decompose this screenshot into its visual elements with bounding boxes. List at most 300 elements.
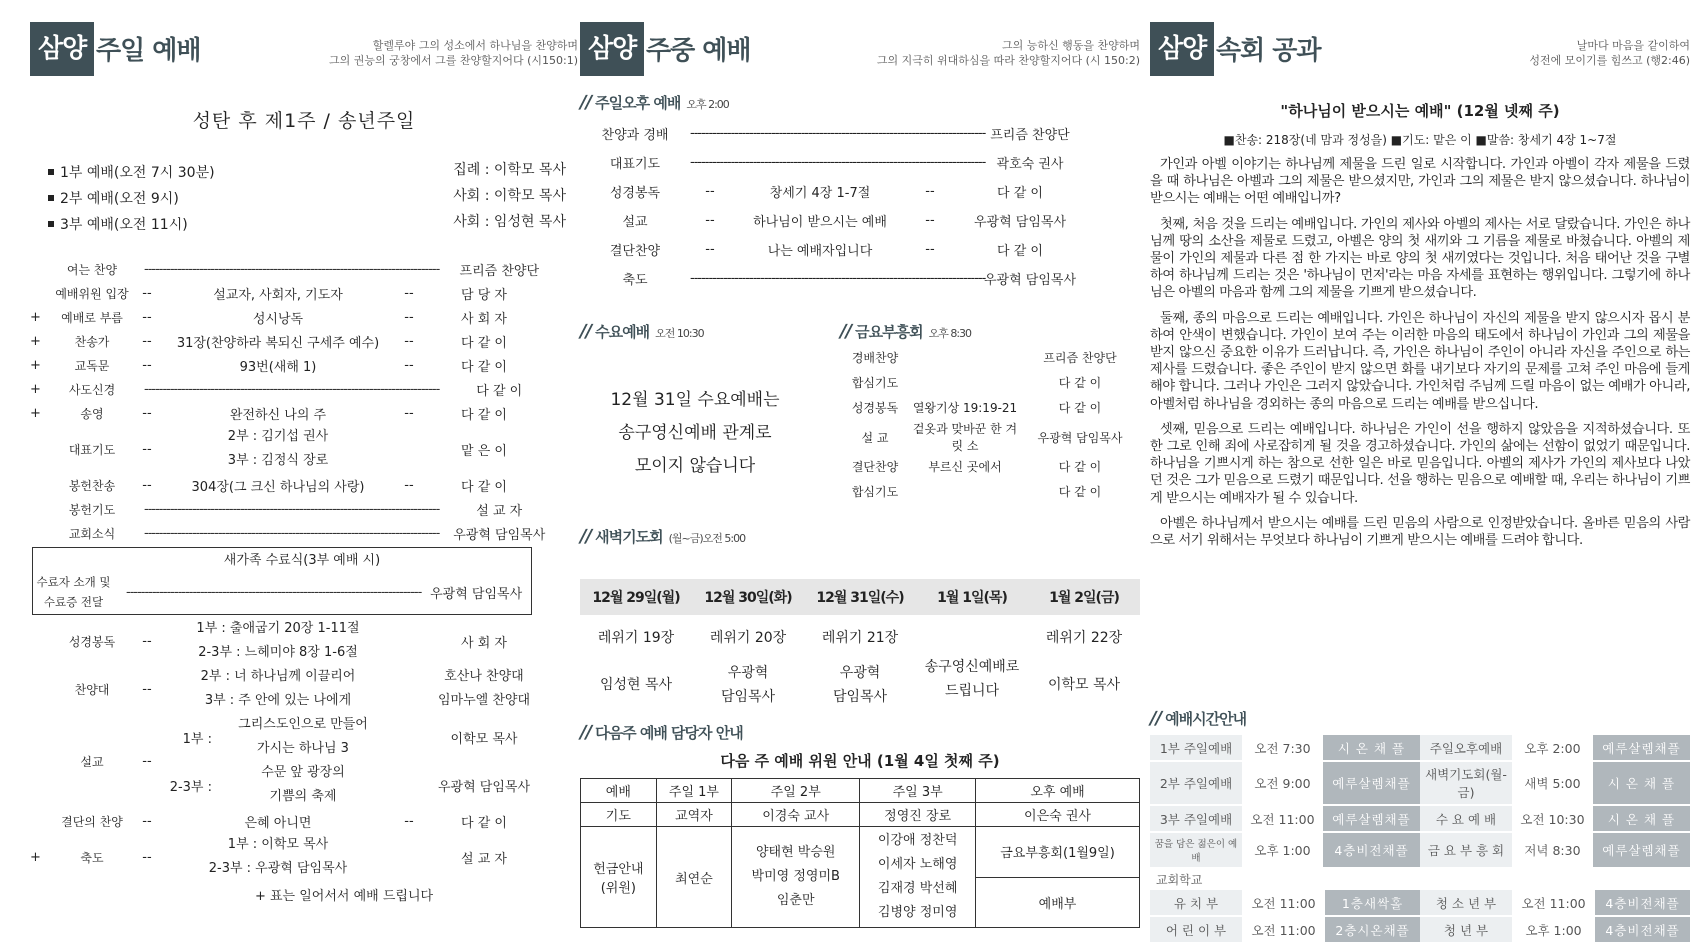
schedule-cell: 1부 주일예배 (1150, 735, 1242, 760)
section-title: 주일오후 예배 (595, 94, 681, 112)
friday-order (840, 345, 1140, 504)
order-item-name: 봉헌찬송 (68, 478, 116, 493)
order-item-content: 나는 예배자입니다 (767, 244, 873, 259)
dash: -- (142, 441, 152, 457)
next-week-caption: 다음 주 예배 위원 안내 (1월 4일 첫째 주) (720, 752, 1000, 770)
verse-line: 그의 지극히 위대하심을 따라 찬양할지어다 (시 150:2) (876, 54, 1140, 67)
day-header: 1월 1일(목) (937, 590, 1007, 606)
schedule-cell: 예루살렘채플 (1323, 762, 1420, 804)
schedule-cell: 새벽기도회(월-금) (1420, 762, 1512, 804)
order-item-name: 송영 (80, 406, 104, 421)
table-header-row (581, 779, 1140, 803)
lesson-header-title: 속회 공과 (1216, 36, 1321, 66)
order-item-content (162, 833, 394, 881)
order-item-content: 겉옷과 맞바꾼 한 겨릿 소 (912, 422, 1018, 453)
schedule-cell: 4층비전채플 (1323, 833, 1420, 867)
content-line: 2부 : 김기섭 권사 (227, 429, 329, 444)
service-list (30, 159, 578, 237)
order-item-name: 성경봉독 (609, 186, 661, 201)
order-item-name: 설 교 (861, 430, 889, 445)
afternoon-section (580, 92, 1140, 293)
service-item (30, 159, 578, 185)
order-of-worship (30, 257, 578, 904)
order-item-name: 여는 찬양 (66, 262, 118, 277)
order-item-name: 찬양과 경배 (601, 128, 669, 143)
section-mark-icon: ∕∕ (580, 321, 592, 342)
table-header-cell: 예배 (581, 779, 657, 803)
order-item-content (162, 617, 394, 665)
table-row (1150, 735, 1690, 760)
service-label: 3부 예배(오전 11시) (60, 217, 188, 233)
order-item-name: 합심기도 (851, 376, 899, 390)
schedule-cell: 오전 9:00 (1254, 776, 1311, 791)
schedule-cell: 시 온 채 플 (1323, 735, 1420, 760)
scripture: 레위기 21장 (821, 630, 899, 646)
section-time: 오후 2:00 (686, 98, 729, 111)
dash: -- (142, 813, 152, 829)
section-title: 금요부흥회 (855, 323, 923, 341)
offering-4a-cell: 금요부흥회(1월9일) (976, 827, 1140, 878)
dash: -- (142, 753, 152, 769)
sunday-header (30, 18, 578, 76)
box-heading: 새가족 수료식(3부 예배 시) (223, 553, 381, 568)
section-title: 다음주 예배 담당자 안내 (595, 724, 743, 742)
lesson-paragraph: 둘째, 종의 마음으로 드리는 예배입니다. 가인은 하나님이 자신의 제물을 받지 않으시자 몹시 분하여 안색이 변했습니다. 가인이 보여 주는 이러한 마음의 태도에서 하나님이 가인과 그의 제물을 받지 않으신 중요한 이유가 드러납니다. 즉, 가인은 하나님이 주인이 아니라 자신을 주인으로 하는 제사를 드렸습니다. 좋은 주인이 받지 않으면 화를 내기보다 자기의 문제를 고쳐 주인 마음에 들게 해야 합니다. 그러나 가인은 그러지 않았습니다. 가인처럼 주님께 드릴 마음이 없는 예배가 아니라, 아벨처럼 하나님을 경외하는 종의 마음으로 드리는 예배를 받으십니다. (1150, 310, 1690, 412)
dash: -- (705, 242, 715, 257)
order-row (840, 479, 1140, 504)
cell-text: (위원) (600, 881, 636, 896)
notice-line: 송구영신예배 관계로 (618, 423, 772, 443)
order-item-name: 대표기도 (68, 442, 116, 457)
scripture: 레위기 20장 (709, 630, 787, 646)
schedule-cell: 오후 1:00 (1525, 922, 1582, 938)
schedule-section (1150, 708, 1690, 944)
content-line: 2-3부 : 우광혁 담임목사 (208, 861, 348, 876)
schedule-cell: 유 치 부 (1150, 890, 1242, 915)
cell-text: 양태현 박승원 (755, 845, 836, 860)
table-row (1150, 762, 1690, 804)
leader (721, 661, 775, 725)
order-item-name: 사도신경 (68, 382, 116, 397)
content-line: 3부 : 김정식 장로 (227, 453, 329, 468)
standing-note: + 표는 일어서서 예배 드립니다 (254, 889, 434, 904)
schedule-cell: 새벽 5:00 (1524, 776, 1581, 791)
dawn-heading (580, 526, 745, 547)
lesson-subtitle: ■찬송: 218장(네 맘과 정성을) ■기도: 맡은 이 ■말씀: 창세기 4장 1~7절 (1223, 133, 1617, 147)
order-item-name: 축도 (80, 850, 104, 865)
order-item-name: 교독문 (74, 358, 110, 373)
day-header: 1월 2일(금) (1049, 590, 1119, 606)
church-badge: 삼양 (580, 22, 644, 76)
order-row (33, 572, 531, 612)
schedule-cell: 1층새싹홀 (1325, 890, 1420, 915)
order-row (30, 329, 578, 353)
order-item-name: 찬양대 (74, 682, 110, 697)
order-item-leader: 다 같 이 (997, 186, 1043, 201)
section-mark-icon: ∕∕ (580, 92, 592, 113)
order-row (30, 425, 578, 473)
cell-text: 이세자 노해영 (877, 857, 958, 872)
sunday-verse (329, 38, 578, 68)
order-item-leader: 프리즘 찬양단 (990, 128, 1070, 143)
dawn-cell (580, 625, 692, 725)
part-label: 1부 : (182, 731, 212, 747)
dash: -- (404, 405, 414, 421)
cell-text: 김병양 정미영 (877, 905, 958, 920)
order-item-leader: 사 회 자 (461, 311, 507, 327)
section-mark-icon: ∕∕ (1150, 708, 1162, 729)
order-item-name: 예배로 부름 (61, 310, 123, 325)
schedule-cell: 오전 11:00 (1250, 811, 1315, 827)
order-item-leader: 우광혁 담임목사 (453, 527, 546, 543)
weekday-title: 주중 예배 (646, 36, 751, 66)
section-mark-icon: ∕∕ (580, 526, 592, 547)
next-week-heading (580, 722, 743, 743)
lesson-paragraph: 가인과 아벨 이야기는 하나님께 제물을 드린 일로 시작합니다. 가인과 아벨이 각자 제물을 드렸을 때 하나님은 아벨과 그의 제물은 받으셨지만, 가인과 그의 제물은 받지 않으셨습니다. 하나님이 받으시는 예배는 어떤 예배입니까? (1150, 157, 1690, 207)
order-item-name: 찬송가 (74, 334, 110, 349)
order-row (30, 305, 578, 329)
service-item (30, 185, 578, 211)
content-line: 1부 : 출애굽기 20장 1-11절 (196, 621, 360, 636)
order-item-leader: 우광혁 담임목사 (1037, 430, 1123, 445)
table-cell: 교역자 (656, 803, 732, 827)
week-title: 성탄 후 제1주 / 송년주일 (192, 110, 416, 132)
leader-line: 임성현 목사 (599, 677, 673, 693)
order-item-content (162, 425, 394, 473)
schedule-cell: 2층시온채플 (1325, 917, 1420, 942)
scripture: 레위기 19장 (597, 630, 675, 646)
order-item-name: 봉헌기도 (68, 502, 116, 517)
schedule-cell: 오전 11:00 (1251, 922, 1316, 938)
order-row (30, 257, 578, 281)
dash: -- (404, 477, 414, 493)
dash: -- (925, 213, 935, 228)
dash-line: -------------------------------------------------------------------------------- (690, 155, 986, 170)
verse-line: 성전에 모이기를 힘쓰고 (행2:46) (1529, 54, 1690, 67)
service-role: 사회 : 이학모 목사 (453, 188, 566, 204)
order-item-name: 경배찬양 (851, 351, 899, 365)
wednesday-notice (580, 384, 810, 483)
order-item-content: 성시낭독 (252, 311, 304, 327)
small-group-column (1150, 18, 1690, 938)
order-row (30, 713, 578, 809)
dash-line: -------------------------------------------------------------------------------- (690, 126, 986, 141)
table-header-cell: 주일 1부 (656, 779, 732, 803)
preacher: 우광혁 담임목사 (437, 779, 531, 795)
cell-text: 이강애 정찬덕 (877, 833, 958, 848)
order-item-content: 은혜 아니면 (244, 815, 312, 831)
stand-mark: + (30, 309, 41, 325)
dash: -- (925, 242, 935, 257)
lesson-header (1150, 18, 1690, 76)
order-row (840, 345, 1140, 370)
order-item-leader: 다 같 이 (1058, 376, 1102, 390)
title-line: 그리스도인으로 만들어 (238, 717, 368, 732)
dash-line: -------------------------------------------------------------------------------- (690, 271, 986, 286)
order-row (580, 148, 1140, 177)
order-item-leader: 다 같 이 (461, 359, 507, 375)
table-row (1150, 833, 1690, 867)
next-week-table (580, 778, 1140, 928)
sunday-title: 주일 예배 (96, 36, 201, 66)
preacher: 이학모 목사 (450, 731, 518, 747)
schedule-cell: 오후 2:00 (1524, 740, 1581, 756)
order-item-name: 대표기도 (609, 157, 661, 172)
offering-4b-cell: 예배부 (976, 877, 1140, 928)
stand-mark: + (30, 405, 41, 421)
order-item-leader: 다 같 이 (1058, 460, 1102, 474)
dawn-prayer-table (580, 579, 1140, 725)
order-item-leader: 다 같 이 (997, 244, 1043, 259)
offering-3-cell (860, 827, 976, 928)
order-item-name: 수료자 소개 및 수료증 전달 (36, 575, 111, 609)
content-line: 2부 : 너 하나님께 이끌리어 (200, 669, 356, 684)
order-item-leader: 다 같 이 (461, 815, 507, 831)
leader-line: 담임목사 (720, 689, 776, 705)
schedule-cell: 4층비전채플 (1595, 890, 1690, 915)
table-header-cell: 주일 2부 (732, 779, 860, 803)
dash-line: -------------------------------------------------------------------------------- (144, 525, 440, 541)
order-item-leader: 다 같 이 (461, 479, 507, 495)
church-badge: 삼양 (1150, 22, 1214, 76)
dash-line: -------------------------------------------------------------------------------- (144, 381, 440, 397)
order-item-name: 예배위원 입장 (55, 286, 129, 301)
lesson-paragraph: 아벨은 하나님께서 받으시는 예배를 드린 믿음의 사람으로 인정받았습니다. 올바른 믿음의 사람으로 서기 위해서는 무엇보다 하나님이 기쁘게 받으시는 예배를 드려야 합니다. (1150, 515, 1690, 549)
order-item-name: 결단찬양 (851, 460, 899, 474)
lesson-verse (1529, 38, 1690, 68)
dawn-body-row (580, 625, 1140, 725)
verse-line: 날마다 마음을 같이하여 (1576, 39, 1690, 52)
schedule-cell: 시 온 채 플 (1593, 806, 1690, 831)
stand-mark: + (30, 849, 41, 865)
order-row (30, 377, 578, 401)
dash: -- (142, 285, 152, 301)
order-row (30, 353, 578, 377)
schedule-cell: 청 년 부 (1420, 917, 1512, 942)
dash-line: -------------------------------------------------------------------------------- (144, 501, 440, 517)
order-item-leader: 설 교 자 (461, 851, 507, 867)
schedule-cell: 주일오후예배 (1420, 735, 1512, 760)
section-title: 수요예배 (595, 323, 650, 341)
order-row (580, 119, 1140, 148)
service-label: 1부 예배(오전 7시 30분) (60, 165, 215, 181)
dawn-heading-wrap (580, 526, 745, 547)
title-line: 수문 앞 광장의 (261, 765, 345, 780)
weekday-verse (877, 38, 1140, 68)
schedule-table (1150, 733, 1690, 869)
order-item-name: 교회소식 (68, 526, 116, 541)
order-item-content: 완전하신 나의 주 (229, 407, 327, 423)
leader (833, 661, 887, 725)
dash: -- (142, 681, 152, 697)
content-line: 1부 : 이학모 목사 (227, 837, 329, 852)
sermon-parts (162, 713, 544, 809)
order-item-content: 부르신 곳에서 (928, 460, 1002, 474)
service-role: 집례 : 이학모 목사 (453, 162, 566, 178)
leader (1048, 673, 1120, 725)
stand-mark: + (30, 381, 41, 397)
order-row (840, 454, 1140, 479)
schedule-cell: 2부 주일예배 (1150, 762, 1242, 804)
service-label: 2부 예배(오전 9시) (60, 191, 179, 207)
table-header-cell: 오후 예배 (976, 779, 1140, 803)
order-row (840, 370, 1140, 395)
order-item-content: 하나님이 받으시는 예배 (753, 215, 887, 230)
weekday-worship-column (580, 18, 1140, 920)
leader-line: 드립니다 (944, 683, 1000, 699)
wednesday-heading (580, 321, 704, 342)
order-row (580, 264, 1140, 293)
stand-mark: + (30, 333, 41, 349)
dash: -- (142, 633, 152, 649)
order-item-content: 31장(찬양하라 복되신 구세주 예수) (176, 335, 380, 351)
sermon-title (212, 713, 394, 761)
section-title: 새벽기도회 (595, 528, 663, 546)
day-header: 12월 31일(수) (816, 590, 904, 606)
order-item-leader: 다 같 이 (461, 407, 507, 423)
part-label: 2-3부 : (169, 779, 212, 795)
order-item-content (162, 665, 394, 713)
schedule-cell: 꿈을 담은 젊은이 예배 (1150, 833, 1242, 867)
offering-label-cell (581, 827, 657, 928)
section-mark-icon: ∕∕ (580, 722, 592, 743)
order-item-leader: 다 같 이 (1058, 485, 1102, 499)
order-item-name: 성경봉독 (68, 634, 116, 649)
schedule-cell: 예루살렘채플 (1593, 735, 1690, 760)
order-row (30, 665, 578, 713)
order-item-leader: 다 같 이 (461, 335, 507, 351)
schedule-cell: 4층비전채플 (1595, 917, 1690, 942)
schedule-cell: 금 요 부 흥 회 (1420, 833, 1512, 867)
table-row (581, 803, 1140, 827)
dash: -- (404, 357, 414, 373)
order-item-name: 결단찬양 (609, 244, 661, 259)
dawn-cell (1028, 625, 1140, 725)
schedule-cell: 3부 주일예배 (1150, 806, 1242, 831)
table-cell: 이은숙 권사 (976, 803, 1140, 827)
table-header-cell: 주일 3부 (860, 779, 976, 803)
order-row (30, 617, 578, 665)
cell-text: 헌금안내 (593, 862, 644, 877)
schedule-cell: 오전 7:30 (1254, 740, 1311, 756)
order-item-name: 설교 (80, 754, 104, 769)
dash-line: -------------------------------------------------------------------------------- (144, 261, 440, 277)
order-row (30, 521, 578, 545)
order-item-leader (424, 665, 544, 713)
wednesday-heading-wrap (580, 321, 704, 342)
dash: -- (142, 333, 152, 349)
leader-line: 담임목사 (832, 689, 888, 705)
order-item-leader: 설 교 자 (476, 503, 523, 519)
table-row (1150, 806, 1690, 831)
dash: -- (142, 309, 152, 325)
schedule-cell: 청 소 년 부 (1420, 890, 1512, 915)
schedule-heading (1150, 708, 1690, 729)
order-item-leader: 다 같 이 (476, 383, 523, 399)
bullet-icon (48, 221, 54, 227)
leader-line: 임마누엘 찬양대 (437, 693, 531, 708)
order-row (30, 281, 578, 305)
table-row (581, 827, 1140, 878)
section-time: (월~금)오전 5:00 (668, 532, 746, 545)
title-line: 기쁨의 축제 (269, 789, 337, 804)
leader-line: 송구영신예배로 (924, 659, 1020, 675)
table-row (1150, 917, 1690, 942)
dash: -- (705, 184, 715, 199)
dash: -- (142, 477, 152, 493)
schedule-cell: 오전 11:00 (1521, 895, 1586, 911)
cell-text: 박미영 정영미B (751, 869, 840, 884)
dash: -- (142, 357, 152, 373)
order-item-content: 설교자, 사회자, 기도자 (213, 287, 343, 303)
scripture: 레위기 22장 (1045, 630, 1123, 646)
section-title: 예배시간안내 (1165, 710, 1247, 728)
dash: -- (925, 184, 935, 199)
offering-1-cell: 최연순 (656, 827, 732, 928)
order-row (30, 833, 578, 881)
order-item-content: 93번(새해 1) (239, 359, 317, 375)
leader-line: 우광혁 (839, 665, 881, 681)
order-item-leader: 곽호숙 권사 (996, 157, 1064, 172)
order-item-leader: 우광혁 담임목사 (973, 215, 1067, 230)
order-item-name: 설교 (622, 215, 648, 230)
dash: -- (404, 285, 414, 301)
verse-line: 그의 능하신 행동을 찬양하며 (1001, 39, 1140, 52)
order-item-leader: 우광혁 담임목사 (430, 586, 523, 602)
dawn-cell (804, 625, 916, 725)
dash: -- (404, 333, 414, 349)
leader-line: 우광혁 (727, 665, 769, 681)
afternoon-order (580, 119, 1140, 293)
dash: -- (705, 213, 715, 228)
schedule-cell: 어 린 이 부 (1150, 917, 1242, 942)
friday-heading (840, 321, 971, 342)
offering-2-cell (732, 827, 860, 928)
service-item (30, 211, 578, 237)
order-row (30, 497, 578, 521)
dawn-cell (916, 625, 1028, 725)
lesson-body (1150, 156, 1690, 549)
title-line: 가시는 하나님 3 (257, 741, 349, 756)
order-item-leader: 우광혁 담임목사 (983, 273, 1077, 288)
order-item-leader: 프리즘 찬양단 (459, 263, 540, 279)
order-row (580, 235, 1140, 264)
bullet-icon (48, 195, 54, 201)
dash: -- (404, 813, 414, 829)
schedule-cell: 오전 11:00 (1251, 895, 1316, 911)
leader-line: 이학모 목사 (1047, 677, 1121, 693)
schedule-cell: 시 온 채 플 (1593, 762, 1690, 804)
order-item-name: 결단의 찬양 (61, 814, 123, 829)
sermon-part (162, 761, 544, 809)
order-item-content: 창세기 4장 1-7절 (769, 186, 871, 201)
section-time: 오전 10:30 (655, 327, 704, 340)
day-header: 12월 29일(월) (592, 590, 680, 606)
cell-text: 김재경 박선혜 (877, 881, 958, 896)
next-week-table-wrap (580, 778, 1140, 928)
notice-line: 모이지 않습니다 (634, 456, 756, 476)
dawn-cell (692, 625, 804, 725)
order-row (30, 473, 578, 497)
verse-line: 그의 권능의 궁창에서 그를 찬양할지어다 (시150:1) (328, 54, 578, 67)
verse-line: 할렐루야 그의 성소에서 하나님을 찬양하며 (372, 39, 578, 52)
order-row (580, 177, 1140, 206)
dash-line: -------------------------------------------------------------------------------- (126, 584, 422, 600)
schedule-cell: 오전 10:30 (1520, 811, 1585, 827)
order-item-leader: 프리즘 찬양단 (1043, 351, 1117, 365)
sermon-title (212, 761, 394, 809)
order-item-leader: 다 같 이 (1058, 401, 1102, 415)
